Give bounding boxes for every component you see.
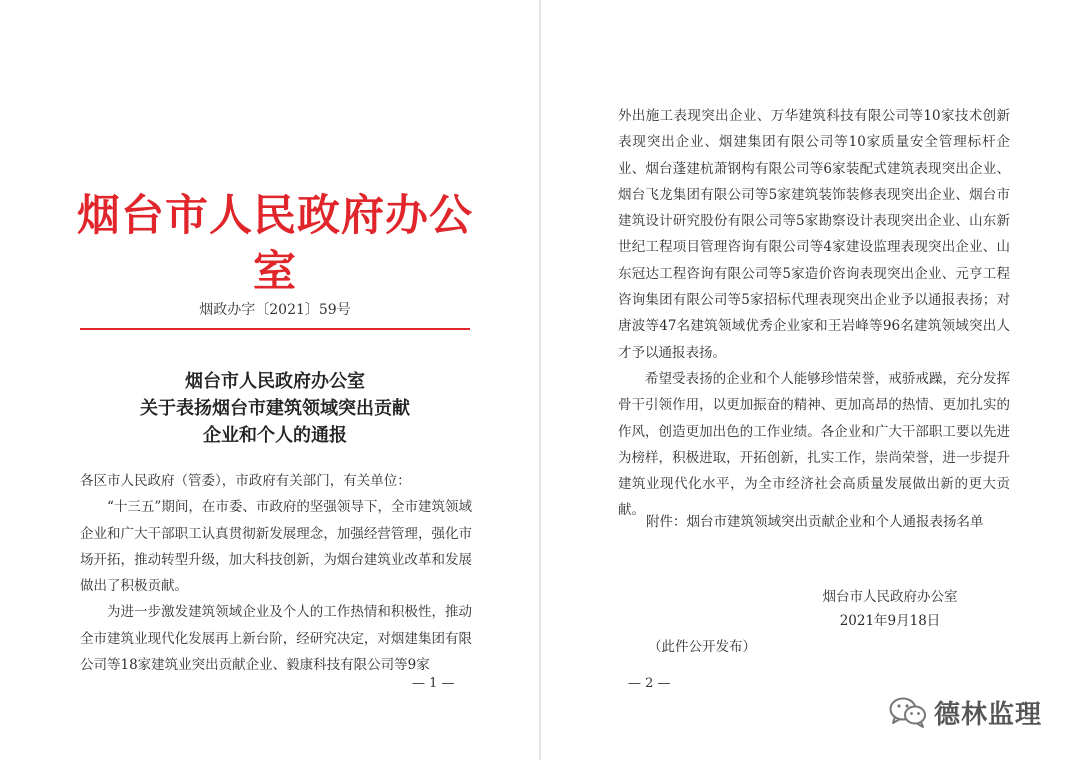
wechat-icon <box>888 695 928 729</box>
page-number: — 1 — <box>412 676 455 691</box>
red-divider-line <box>80 328 470 330</box>
attachment-line: 附件：烟台市建筑领域突出贡献企业和个人通报表扬名单 <box>646 514 984 530</box>
notice-title-line: 企业和个人的通报 <box>203 425 347 446</box>
document-number: 烟政办字〔2021〕59号 <box>199 302 351 318</box>
notice-title-line: 烟台市人民政府办公室 <box>185 371 365 392</box>
body-paragraph: “十三五”期间，在市委、市政府的坚强领导下，全市建筑领域企业和广大干部职工认真贯彻新发展理念，加强经营管理，强化市场开拓，推动转型升级，加大科技创新，为烟台建筑业改革和发展做出了积极贡献。 <box>80 499 472 595</box>
signature-organization: 烟台市人民政府办公室 <box>822 589 958 605</box>
notice-title <box>80 368 470 449</box>
body-text-page-2 <box>618 103 1010 524</box>
document-page-1 <box>0 0 539 760</box>
body-text-page-1 <box>80 468 472 678</box>
body-paragraph: 为进一步激发建筑领域企业及个人的工作热情和积极性，推动全市建筑业现代化发展再上新台阶，经研究决定，对烟建集团有限公司等18家建筑业突出贡献企业、毅康科技有限公司等9家 <box>80 604 472 674</box>
public-release-note: （此件公开发布） <box>648 639 756 655</box>
body-paragraph: 外出施工表现突出企业、万华建筑科技有限公司等10家技术创新表现突出企业、烟建集团有限公司等10家质量安全管理标杆企业、烟台蓬建杭萧钢构有限公司等6家装配式建筑表现突出企业、烟台飞龙集团有限公司等5家建筑装饰装修表现突出企业、烟台市建筑设计研究股份有限公司等5家勘察设计表现突出企业、山东新世纪工程项目管理咨询有限公司等4家建设监理表现突出企业、山东冠达工程咨询有限公司等5家造价咨询表现突出企业、元亨工程咨询集团有限公司等5家招标代理表现突出企业予以通报表扬；对唐波等47名建筑领域优秀企业家和王岩峰等96名建筑领域突出人才予以通报表扬。 <box>618 108 1010 361</box>
masthead-title: 烟台市人民政府办公室 <box>77 191 473 297</box>
page-number: — 2 — <box>628 676 671 691</box>
signature-date: 2021年9月18日 <box>839 613 941 629</box>
salutation: 各区市人民政府（管委），市政府有关部门，有关单位： <box>80 473 411 489</box>
notice-title-line: 关于表扬烟台市建筑领域突出贡献 <box>140 398 410 419</box>
watermark-text: 德林监理 <box>934 699 1043 730</box>
watermark <box>888 694 1042 730</box>
body-paragraph: 希望受表扬的企业和个人能够珍惜荣誉，戒骄戒躁，充分发挥骨干引领作用，以更加振奋的精神、更加高昂的热情、更加扎实的作风，创造更加出色的工作业绩。各企业和广大干部职工要以先进为榜样，积极进取，开拓创新，扎实工作，崇尚荣誉，进一步提升建筑业现代化水平，为全市经济社会高质量发展做出新的更大贡献。 <box>618 370 1010 519</box>
